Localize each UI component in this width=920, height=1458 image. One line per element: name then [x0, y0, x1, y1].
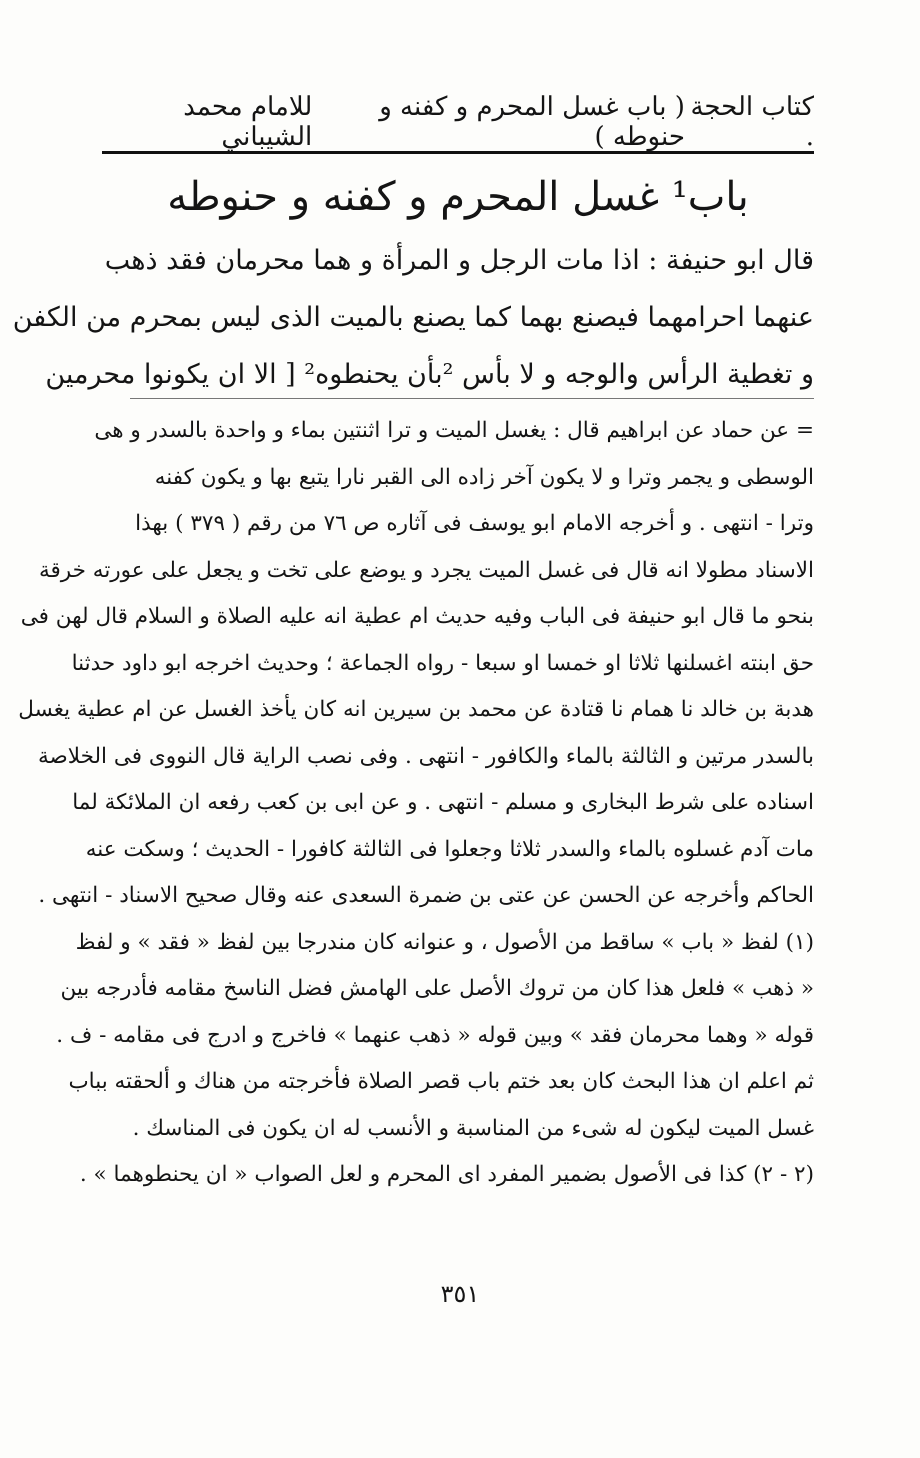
- footnote-line: الاسناد مطولا انه قال فى غسل الميت يجرد و يوضع على تخت و يجعل على عورته خرقة: [39, 557, 814, 583]
- footnote-line: غسل الميت ليكون له شىء من المناسبة و الأنسب له ان يكون فى المناسك .: [132, 1115, 814, 1141]
- header-author: للامام محمد الشيباني: [183, 92, 313, 152]
- main-text-line: قال ابو حنيفة : اذا مات الرجل و المرأة و هما محرمان فقد ذهب: [104, 245, 814, 276]
- header-rule: [102, 151, 814, 154]
- main-text: [12, 232, 814, 403]
- footnote-line: وترا - انتهى . و أخرجه الامام ابو يوسف فى آثاره ص ٧٦ من رقم ( ٣٧٩ ) بهذا: [135, 511, 814, 536]
- main-text-line: و تغطية الرأس والوجه و لا بأس ²بأن يحنطوه² [ الا ان يكونوا محرمين: [45, 359, 814, 390]
- footnote-line: بنحو ما قال ابو حنيفة فى الباب وفيه حديث ام عطية انه عليه الصلاة و السلام قال لهن فى: [20, 604, 814, 629]
- footnote-line: = عن حماد عن ابراهيم قال : يغسل الميت و ترا اثنتين بماء و واحدة بالسدر و هى: [94, 418, 814, 443]
- footnote-line: الوسطى و يجمر وترا و لا يكون آخر زاده الى القبر نارا يتبع بها و يكون كفنه: [154, 464, 814, 490]
- footnote-divider: [130, 398, 814, 399]
- footnote-line: هدبة بن خالد نا همام نا قتادة عن محمد بن سيرين انه كان يأخذ الغسل عن ام عطية يغسل: [18, 697, 814, 722]
- footnote-line: « ذهب » فلعل هذا كان من تروك الأصل على الهامش فضل الناسخ مقامه فأدرجه بين: [60, 976, 814, 1001]
- footnote-line: بالسدر مرتين و الثالثة بالماء والكافور - انتهى . وفى نصب الراية قال النووى فى الخلاصة: [37, 743, 814, 769]
- running-header: [102, 92, 814, 152]
- footnote-line: (٢ - ٢) كذا فى الأصول بضمير المفرد اى المحرم و لعل الصواب « ان يحنطوهما » .: [79, 1162, 814, 1187]
- header-chapter-title: ( باب غسل المحرم و كفنه و حنوطه ): [379, 92, 685, 152]
- header-book-title: كتاب الحجة .: [690, 92, 814, 152]
- footnote-line: الحاكم وأخرجه عن الحسن عن عتى بن ضمرة السعدى عنه وقال صحيح الاسناد - انتهى .: [38, 883, 814, 908]
- footnote-line: مات آدم غسلوه بالماء والسدر ثلاثا وجعلوا فى الثالثة كافورا - الحديث ؛ وسكت عنه: [85, 836, 814, 862]
- main-text-line: عنهما احرامهما فيصنع بهما كما يصنع بالميت الذى ليس بمحرم من الكفن: [12, 302, 814, 333]
- footnote-line: ثم اعلم ان هذا البحث كان بعد ختم باب قصر الصلاة فأخرجته من هناك و ألحقته بباب: [68, 1069, 814, 1094]
- page-number: ٣٥١: [440, 1280, 480, 1308]
- footnote-line: قوله « وهما محرمان فقد » وبين قوله « ذهب عنهما » فاخرج و ادرج فى مقامه - ف .: [56, 1022, 814, 1048]
- footnote-line: اسناده على شرط البخارى و مسلم - انتهى . و عن ابى بن كعب رفعه ان الملائكة لما: [72, 790, 814, 815]
- footnotes: [18, 408, 814, 1199]
- chapter-title: باب¹ غسل المحرم و كفنه و حنوطه: [167, 174, 749, 220]
- footnote-line: (١) لفظ « باب » ساقط من الأصول ، و عنوانه كان مندرجا بين لفظ « فقد » و لفظ: [75, 929, 814, 955]
- footnote-line: حق ابنته اغسلنها ثلاثا او خمسا او سبعا - رواه الجماعة ؛ وحديث اخرجه ابو داود حدثنا: [71, 650, 814, 676]
